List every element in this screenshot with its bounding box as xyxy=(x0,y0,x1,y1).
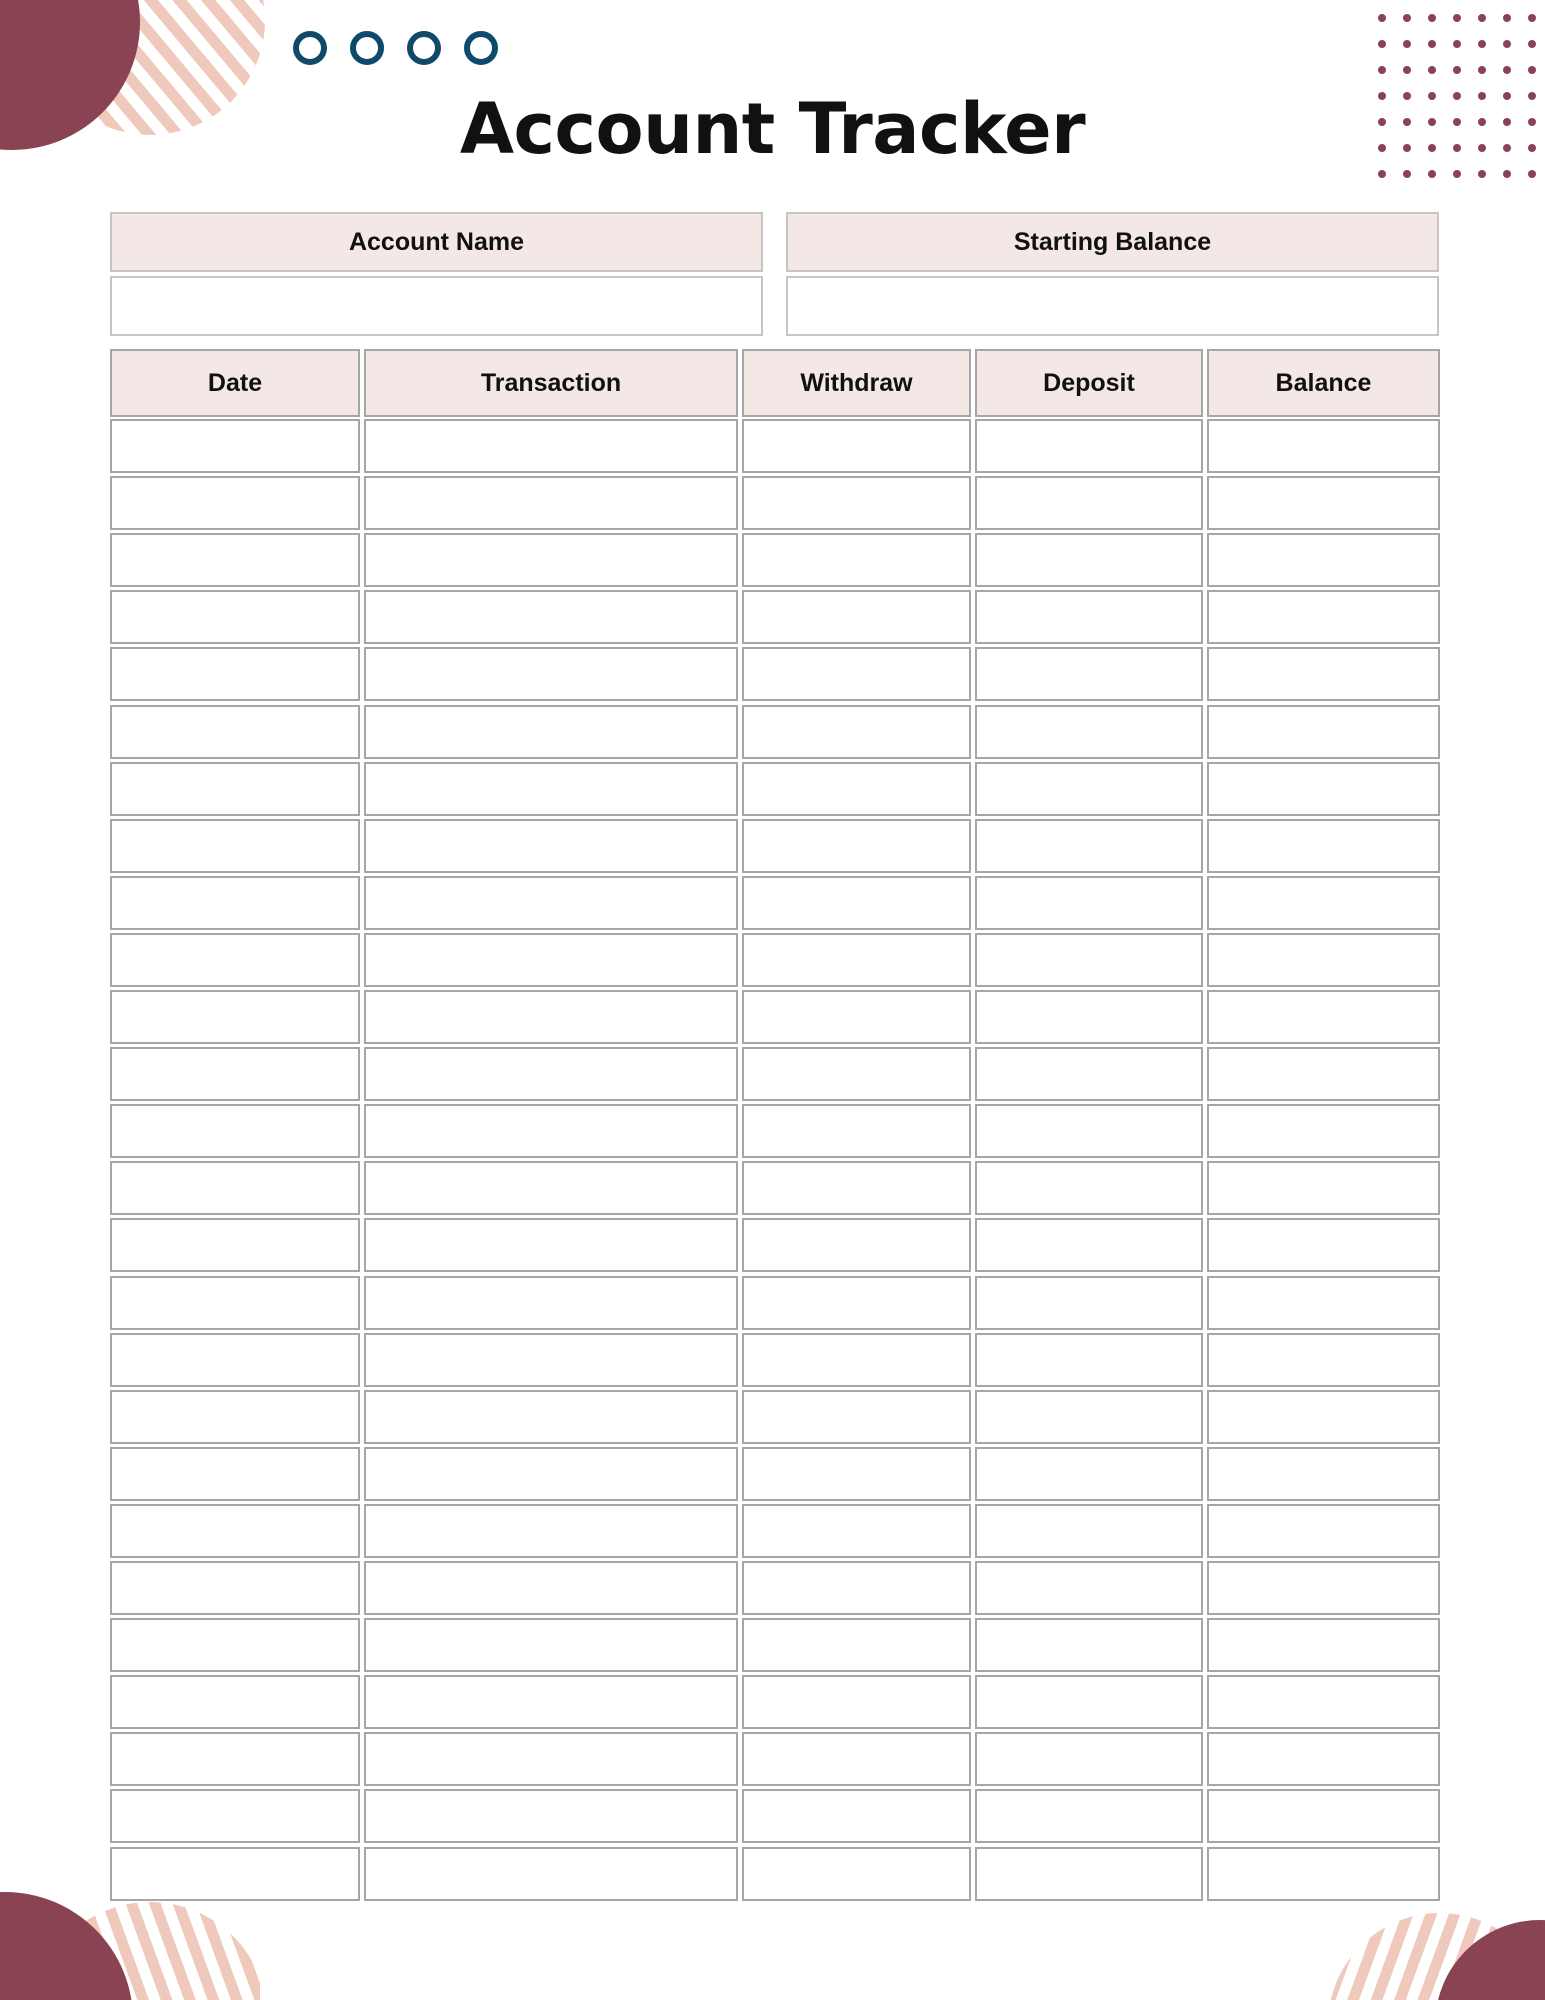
balance-cell[interactable] xyxy=(1207,1675,1440,1729)
date-cell[interactable] xyxy=(110,1447,360,1501)
withdraw-cell[interactable] xyxy=(742,762,971,816)
deposit-cell[interactable] xyxy=(975,1333,1203,1387)
balance-cell[interactable] xyxy=(1207,1047,1440,1101)
column-header-date: Date xyxy=(110,349,360,417)
dot xyxy=(1478,170,1486,178)
deposit-cell[interactable] xyxy=(975,1504,1203,1558)
page-title: Account Tracker xyxy=(459,88,1086,170)
corner-decoration-bottom-left xyxy=(0,1880,260,2000)
balance-cell[interactable] xyxy=(1207,1161,1440,1215)
withdraw-cell[interactable] xyxy=(742,1218,971,1272)
dot xyxy=(1478,14,1486,22)
dot xyxy=(1403,66,1411,74)
date-cell[interactable] xyxy=(110,1504,360,1558)
starting-balance-field[interactable] xyxy=(786,276,1439,336)
balance-cell[interactable] xyxy=(1207,476,1440,530)
deposit-cell[interactable] xyxy=(975,1104,1203,1158)
balance-cell[interactable] xyxy=(1207,1561,1440,1615)
transaction-cell[interactable] xyxy=(364,476,738,530)
withdraw-cell[interactable] xyxy=(742,1504,971,1558)
withdraw-cell[interactable] xyxy=(742,876,971,930)
date-cell[interactable] xyxy=(110,1789,360,1843)
dot xyxy=(1453,40,1461,48)
balance-cell[interactable] xyxy=(1207,762,1440,816)
withdraw-cell[interactable] xyxy=(742,1561,971,1615)
deposit-cell[interactable] xyxy=(975,1276,1203,1330)
date-cell[interactable] xyxy=(110,1732,360,1786)
transaction-cell[interactable] xyxy=(364,1847,738,1901)
dot xyxy=(1428,14,1436,22)
withdraw-cell[interactable] xyxy=(742,705,971,759)
transaction-cell[interactable] xyxy=(364,1447,738,1501)
column-header-deposit: Deposit xyxy=(975,349,1203,417)
balance-cell[interactable] xyxy=(1207,933,1440,987)
withdraw-cell[interactable] xyxy=(742,990,971,1044)
balance-cell[interactable] xyxy=(1207,419,1440,473)
withdraw-cell[interactable] xyxy=(742,1276,971,1330)
dot xyxy=(1453,66,1461,74)
deposit-cell[interactable] xyxy=(975,1618,1203,1672)
dot xyxy=(1428,66,1436,74)
date-cell[interactable] xyxy=(110,1218,360,1272)
transaction-cell[interactable] xyxy=(364,1218,738,1272)
dot xyxy=(1378,40,1386,48)
dot xyxy=(1378,66,1386,74)
ring-decoration xyxy=(290,28,510,68)
balance-cell[interactable] xyxy=(1207,1218,1440,1272)
dot xyxy=(1503,14,1511,22)
withdraw-cell[interactable] xyxy=(742,819,971,873)
transaction-cell[interactable] xyxy=(364,1732,738,1786)
deposit-cell[interactable] xyxy=(975,819,1203,873)
date-cell[interactable] xyxy=(110,933,360,987)
date-cell[interactable] xyxy=(110,533,360,587)
balance-cell[interactable] xyxy=(1207,1447,1440,1501)
date-cell[interactable] xyxy=(110,1276,360,1330)
balance-cell[interactable] xyxy=(1207,1276,1440,1330)
transaction-cell[interactable] xyxy=(364,705,738,759)
dot xyxy=(1503,66,1511,74)
date-cell[interactable] xyxy=(110,990,360,1044)
deposit-cell[interactable] xyxy=(975,1675,1203,1729)
deposit-cell[interactable] xyxy=(975,705,1203,759)
deposit-cell[interactable] xyxy=(975,1789,1203,1843)
deposit-cell[interactable] xyxy=(975,876,1203,930)
balance-cell[interactable] xyxy=(1207,647,1440,701)
starting-balance-label: Starting Balance xyxy=(1013,227,1212,256)
transaction-cell[interactable] xyxy=(364,419,738,473)
withdraw-cell[interactable] xyxy=(742,933,971,987)
withdraw-cell[interactable] xyxy=(742,476,971,530)
corner-decoration-bottom-right xyxy=(1290,1900,1545,2000)
transaction-cell[interactable] xyxy=(364,1047,738,1101)
deposit-cell[interactable] xyxy=(975,1161,1203,1215)
balance-cell[interactable] xyxy=(1207,1504,1440,1558)
date-cell[interactable] xyxy=(110,1675,360,1729)
deposit-cell[interactable] xyxy=(975,590,1203,644)
dot xyxy=(1528,40,1536,48)
dot xyxy=(1503,170,1511,178)
date-cell[interactable] xyxy=(110,1618,360,1672)
transaction-cell[interactable] xyxy=(364,762,738,816)
transaction-cell[interactable] xyxy=(364,1789,738,1843)
balance-cell[interactable] xyxy=(1207,990,1440,1044)
balance-cell[interactable] xyxy=(1207,705,1440,759)
transaction-cell[interactable] xyxy=(364,1504,738,1558)
balance-cell[interactable] xyxy=(1207,1618,1440,1672)
withdraw-cell[interactable] xyxy=(742,1789,971,1843)
starting-balance-header xyxy=(786,212,1439,272)
dot xyxy=(1378,170,1386,178)
transaction-cell[interactable] xyxy=(364,533,738,587)
deposit-cell[interactable] xyxy=(975,647,1203,701)
deposit-cell[interactable] xyxy=(975,476,1203,530)
balance-cell[interactable] xyxy=(1207,1333,1440,1387)
withdraw-cell[interactable] xyxy=(742,1618,971,1672)
transaction-cell[interactable] xyxy=(364,1390,738,1444)
withdraw-cell[interactable] xyxy=(742,1104,971,1158)
deposit-cell[interactable] xyxy=(975,1218,1203,1272)
withdraw-cell[interactable] xyxy=(742,1447,971,1501)
date-cell[interactable] xyxy=(110,1161,360,1215)
date-cell[interactable] xyxy=(110,590,360,644)
withdraw-cell[interactable] xyxy=(742,1047,971,1101)
dot xyxy=(1378,14,1386,22)
transaction-cell[interactable] xyxy=(364,1618,738,1672)
date-cell[interactable] xyxy=(110,419,360,473)
date-cell[interactable] xyxy=(110,705,360,759)
date-cell[interactable] xyxy=(110,1390,360,1444)
withdraw-cell[interactable] xyxy=(742,1675,971,1729)
transaction-cell[interactable] xyxy=(364,990,738,1044)
deposit-cell[interactable] xyxy=(975,1047,1203,1101)
date-cell[interactable] xyxy=(110,876,360,930)
date-cell[interactable] xyxy=(110,476,360,530)
balance-cell[interactable] xyxy=(1207,1390,1440,1444)
date-cell[interactable] xyxy=(110,1333,360,1387)
account-name-label: Account Name xyxy=(348,227,525,256)
balance-cell[interactable] xyxy=(1207,533,1440,587)
deposit-cell[interactable] xyxy=(975,1847,1203,1901)
date-cell[interactable] xyxy=(110,1561,360,1615)
withdraw-cell[interactable] xyxy=(742,647,971,701)
transaction-cell[interactable] xyxy=(364,1276,738,1330)
transaction-cell[interactable] xyxy=(364,876,738,930)
date-cell[interactable] xyxy=(110,1104,360,1158)
deposit-cell[interactable] xyxy=(975,419,1203,473)
withdraw-cell[interactable] xyxy=(742,1390,971,1444)
withdraw-cell[interactable] xyxy=(742,419,971,473)
account-name-field[interactable] xyxy=(110,276,763,336)
withdraw-cell[interactable] xyxy=(742,1333,971,1387)
withdraw-cell[interactable] xyxy=(742,590,971,644)
date-cell[interactable] xyxy=(110,1047,360,1101)
balance-cell[interactable] xyxy=(1207,1732,1440,1786)
withdraw-cell[interactable] xyxy=(742,1847,971,1901)
dot xyxy=(1453,170,1461,178)
deposit-cell[interactable] xyxy=(975,1447,1203,1501)
deposit-cell[interactable] xyxy=(975,1732,1203,1786)
dot xyxy=(1478,66,1486,74)
transaction-cell[interactable] xyxy=(364,1675,738,1729)
dot xyxy=(1528,14,1536,22)
balance-cell[interactable] xyxy=(1207,590,1440,644)
dot xyxy=(1503,40,1511,48)
withdraw-cell[interactable] xyxy=(742,1161,971,1215)
withdraw-cell[interactable] xyxy=(742,533,971,587)
column-header-balance: Balance xyxy=(1207,349,1440,417)
transaction-cell[interactable] xyxy=(364,590,738,644)
dot xyxy=(1428,40,1436,48)
column-header-transaction: Transaction xyxy=(364,349,738,417)
column-header-withdraw: Withdraw xyxy=(742,349,971,417)
transaction-cell[interactable] xyxy=(364,1104,738,1158)
transaction-cell[interactable] xyxy=(364,1561,738,1615)
dot xyxy=(1528,66,1536,74)
date-cell[interactable] xyxy=(110,819,360,873)
transaction-cell[interactable] xyxy=(364,1333,738,1387)
transaction-cell[interactable] xyxy=(364,933,738,987)
dot xyxy=(1403,40,1411,48)
transaction-cell[interactable] xyxy=(364,647,738,701)
dot xyxy=(1528,170,1536,178)
deposit-cell[interactable] xyxy=(975,1561,1203,1615)
deposit-cell[interactable] xyxy=(975,933,1203,987)
balance-cell[interactable] xyxy=(1207,1847,1440,1901)
deposit-cell[interactable] xyxy=(975,990,1203,1044)
deposit-cell[interactable] xyxy=(975,762,1203,816)
deposit-cell[interactable] xyxy=(975,533,1203,587)
balance-cell[interactable] xyxy=(1207,1104,1440,1158)
deposit-cell[interactable] xyxy=(975,1390,1203,1444)
date-cell[interactable] xyxy=(110,762,360,816)
account-name-header xyxy=(110,212,763,272)
dot xyxy=(1403,170,1411,178)
withdraw-cell[interactable] xyxy=(742,1732,971,1786)
balance-cell[interactable] xyxy=(1207,876,1440,930)
transaction-cell[interactable] xyxy=(364,1161,738,1215)
dot xyxy=(1403,14,1411,22)
date-cell[interactable] xyxy=(110,647,360,701)
dot xyxy=(1478,40,1486,48)
dot xyxy=(1428,170,1436,178)
dot xyxy=(1453,14,1461,22)
transaction-cell[interactable] xyxy=(364,819,738,873)
balance-cell[interactable] xyxy=(1207,819,1440,873)
balance-cell[interactable] xyxy=(1207,1789,1440,1843)
